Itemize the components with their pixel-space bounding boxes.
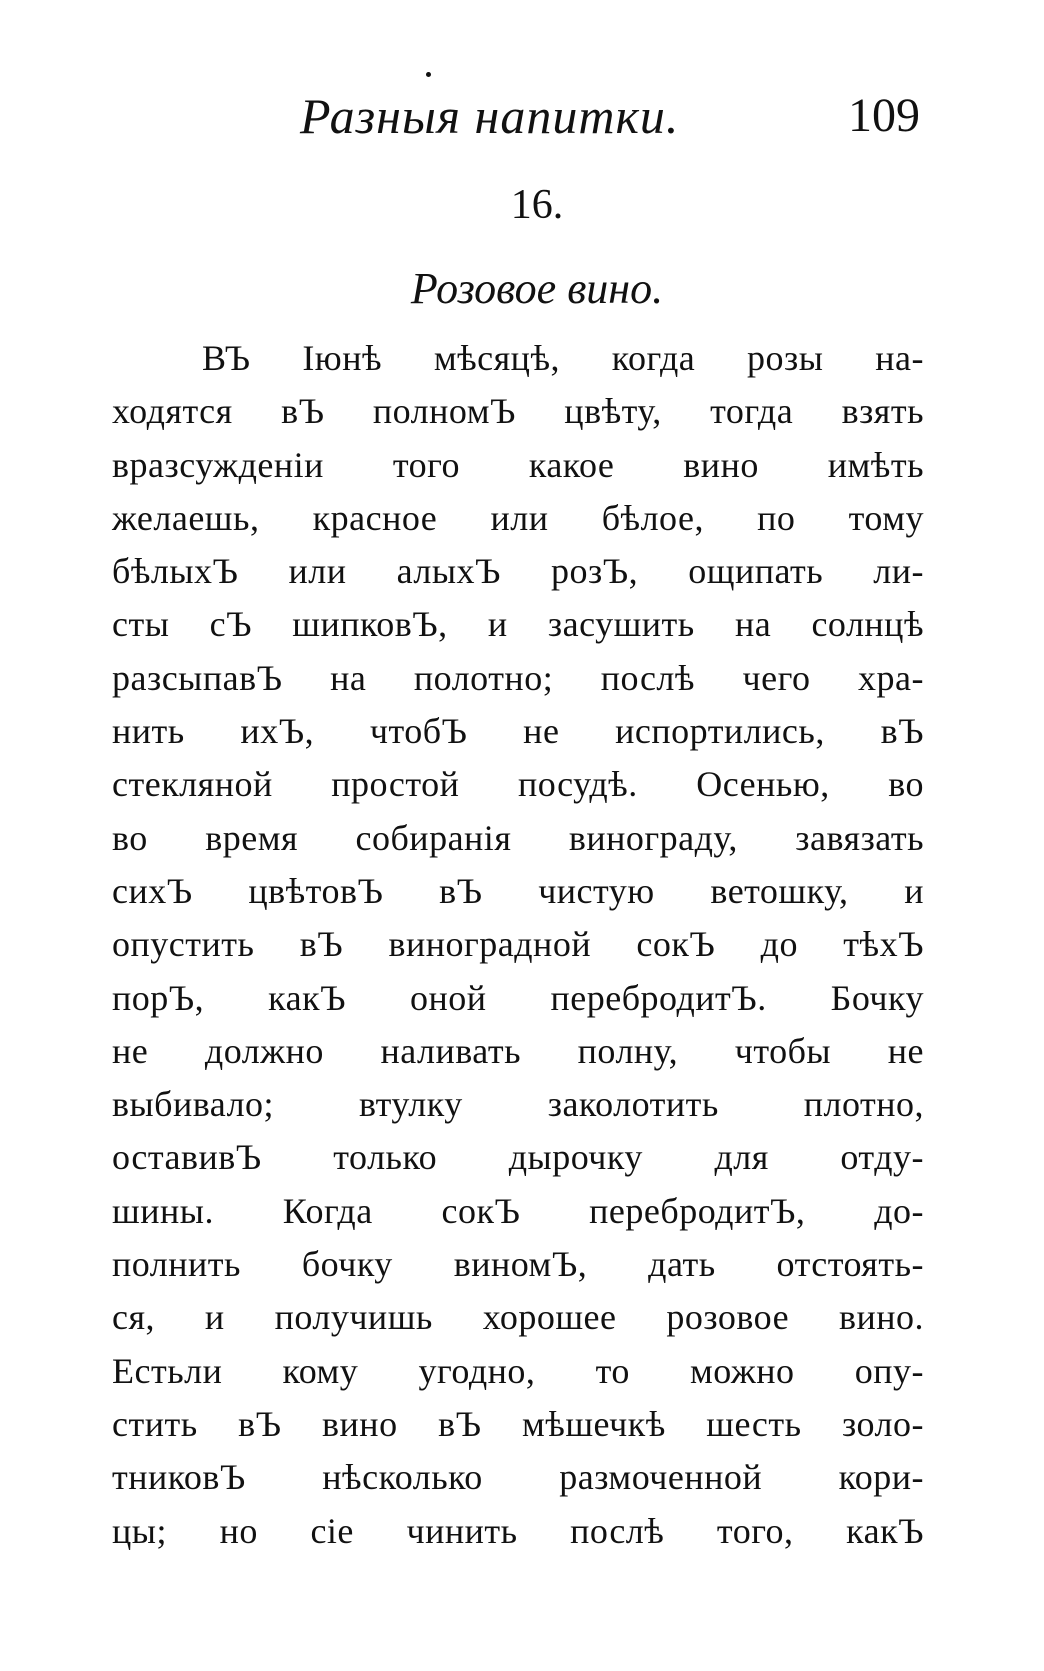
- text-line: вразсужденiи того какое вино имѣть: [112, 444, 924, 485]
- text-line: ходятся вЪ полномЪ цвѣту, тогда взять: [112, 391, 924, 432]
- text-line: стить вЪ вино вЪ мѣшечкѣ шесть золо-: [112, 1403, 924, 1444]
- running-title: Разныя напитки.: [300, 88, 680, 144]
- text-line: сты сЪ шипковЪ, и засушить на солнцѣ: [112, 604, 924, 645]
- page-header: [300, 86, 920, 158]
- section-number: 16.: [510, 182, 564, 228]
- text-line: полнить бочку виномЪ, дать отстоять-: [112, 1244, 924, 1285]
- text-line: оставивЪ только дырочку для отду-: [112, 1137, 924, 1178]
- text-line: ся, и получишь хорошее розовое вино.: [112, 1297, 924, 1338]
- text-line: во время собиранiя винограду, завязать: [112, 817, 924, 858]
- text-line: нить ихЪ, чтобЪ не испортились, вЪ: [112, 711, 924, 752]
- body-text: [112, 332, 924, 1558]
- text-line: сихЪ цвѣтовЪ вЪ чистую ветошку, и: [112, 870, 924, 911]
- text-line: желаешь, красное или бѣлое, по тому: [112, 497, 924, 538]
- text-line: ВЪ Iюнѣ мѣсяцѣ, когда розы на-: [202, 338, 924, 378]
- text-line: порЪ, какЪ оной перебродитЪ. Бочку: [112, 977, 924, 1018]
- text-line: тниковЪ нѣсколько размоченной кори-: [112, 1457, 924, 1498]
- text-line: шины. Когда сокЪ перебродитЪ, до-: [112, 1190, 924, 1231]
- page-number: 109: [848, 89, 920, 142]
- text-line: опустить вЪ виноградной сокЪ до тѣхЪ: [112, 924, 924, 965]
- text-line: разсыпавЪ на полотно; послѣ чего хра-: [112, 657, 924, 698]
- text-line: выбивало; втулку заколотить плотно,: [112, 1084, 924, 1125]
- text-line: не должно наливать полну, чтобы не: [112, 1030, 924, 1071]
- text-line: стекляной простой посудѣ. Осенью, во: [112, 764, 924, 805]
- text-line: Естьли кому угодно, то можно опу-: [112, 1350, 924, 1391]
- printer-dot: [426, 72, 431, 77]
- text-line: бѣлыхЪ или алыхЪ розЪ, ощипать ли-: [112, 551, 924, 592]
- text-line: цы; но сiе чинить послѣ того, какЪ: [112, 1510, 924, 1551]
- recipe-title: Розовое вино.: [410, 264, 664, 313]
